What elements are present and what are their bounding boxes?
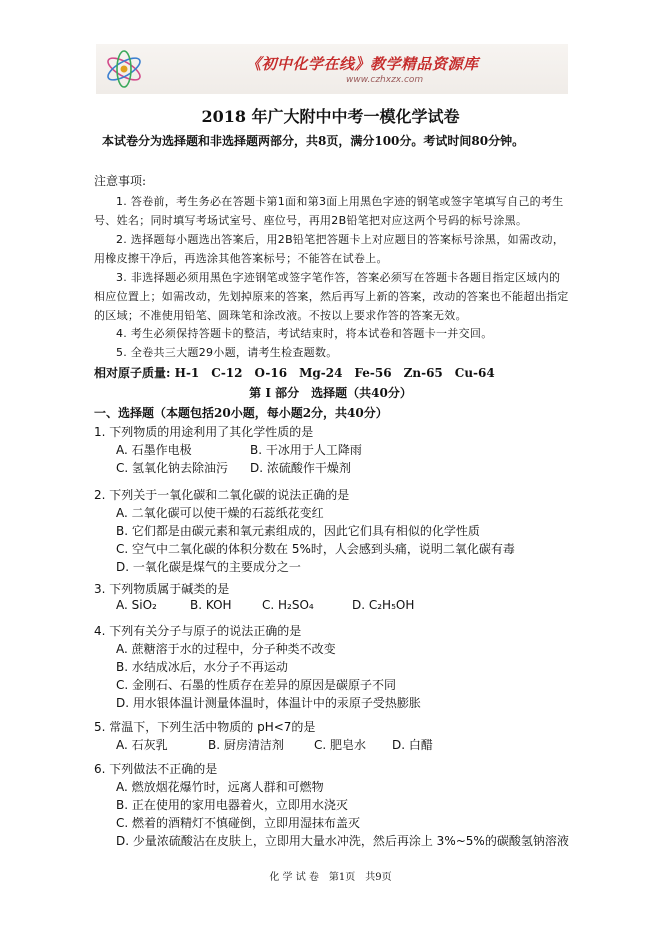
notice-item: 2. 选择题每小题选出答案后，用2B铅笔把答题卡上对应题目的答案标号涂黑，如需改动，用橡皮擦干净后，再选涂其他答案标号；不能答在试卷上。 xyxy=(94,233,565,265)
question-stem: 3. 下列物质属于碱类的是 xyxy=(94,582,230,596)
question-stem: 5. 常温下，下列生活中物质的 pH<7的是 xyxy=(94,720,316,734)
notice-item: 1. 答卷前，考生务必在答题卡第1面和第3面上用黑色字迹的钢笔或签字笔填写自己的考生号、姓名；同时填写考场试室号、座位号，再用2B铅笔把对应这两个号码的标号涂黑。 xyxy=(94,195,564,227)
banner-title: 《初中化学在线》教学精品资源库 xyxy=(246,55,479,73)
option: A. 二氧化碳可以使干燥的石蕊纸花变红 xyxy=(116,506,324,520)
exam-intro: 本试卷分为选择题和非选择题两部分，共8页，满分100分。考试时间80分钟。 xyxy=(102,134,525,148)
page-footer: 化 学 试 卷 第1页 共9页 xyxy=(269,872,392,883)
page-title: 2018 年广大附中中考一模化学试卷 xyxy=(201,107,460,126)
option: C. 肥皂水 xyxy=(314,738,367,752)
option: B. KOH xyxy=(190,598,232,612)
question-stem: 6. 下列做法不正确的是 xyxy=(94,762,218,776)
option: C. 金刚石、石墨的性质存在差异的原因是碳原子不同 xyxy=(116,678,397,692)
option: A. SiO₂ xyxy=(116,598,157,612)
option: B. 它们都是由碳元素和氧元素组成的，因此它们具有相似的化学性质 xyxy=(116,524,480,538)
banner-url: www.czhxzx.com xyxy=(346,75,424,85)
option: D. 用水银体温计测量体温时，体温计中的汞原子受热膨胀 xyxy=(116,696,421,710)
option: C. 燃着的酒精灯不慎碰倒，立即用湿抹布盖灭 xyxy=(116,816,361,830)
option: A. 石墨作电极 xyxy=(116,443,192,457)
option: B. 厨房清洁剂 xyxy=(208,738,284,752)
atom-logo-icon xyxy=(102,48,146,90)
option: A. 燃放烟花爆竹时，远离人群和可燃物 xyxy=(116,780,324,794)
option: A. 蔗糖溶于水的过程中，分子种类不改变 xyxy=(116,642,336,656)
option: D. 少量浓硫酸沾在皮肤上，立即用大量水冲洗，然后再涂上 3%~5%的碳酸氢钠溶液 xyxy=(116,834,569,848)
part-title: 第 I 部分 选择题（共40分） xyxy=(249,386,412,400)
option: B. 干冰用于人工降雨 xyxy=(250,443,362,457)
option: D. 白醋 xyxy=(392,738,433,752)
option: D. C₂H₅OH xyxy=(352,598,415,612)
header-banner xyxy=(96,44,568,94)
question-stem: 4. 下列有关分子与原子的说法正确的是 xyxy=(94,624,302,638)
question-stem: 2. 下列关于一氧化碳和二氧化碳的说法正确的是 xyxy=(94,488,350,502)
option: C. 氢氧化钠去除油污 xyxy=(116,461,229,475)
question-stem: 1. 下列物质的用途利用了其化学性质的是 xyxy=(94,425,314,439)
atomic-masses: 相对原子质量: H-1 C-12 O-16 Mg-24 Fe-56 Zn-65 Cu-64 xyxy=(94,366,495,380)
section-title: 一、选择题（本题包括20小题，每小题2分，共40分） xyxy=(94,406,388,420)
option: B. 水结成冰后，水分子不再运动 xyxy=(116,660,288,674)
option: C. H₂SO₄ xyxy=(262,598,314,612)
notice-item: 4. 考生必须保持答题卡的整洁，考试结束时，将本试卷和答题卡一并交回。 xyxy=(116,327,493,340)
option: C. 空气中二氧化碳的体积分数在 5%时，人会感到头痛，说明二氧化碳有毒 xyxy=(116,542,515,556)
option: A. 石灰乳 xyxy=(116,738,168,752)
option: D. 浓硫酸作干燥剂 xyxy=(250,461,351,475)
notice-item: 5. 全卷共三大题29小题，请考生检查题数。 xyxy=(116,346,338,359)
option: D. 一氧化碳是煤气的主要成分之一 xyxy=(116,560,301,574)
notice-heading: 注意事项: xyxy=(94,174,147,188)
notice-item: 3. 非选择题必须用黑色字迹钢笔或签字笔作答，答案必须写在答题卡各题目指定区域内的相应位置上；如需改动，先划掉原来的答案，然后再写上新的答案，改动的答案也不能超出指定的区域；不准使用铅笔、圆珠笔和涂改液。不按以上要求作答的答案无效。 xyxy=(94,271,569,322)
option: B. 正在使用的家用电器着火，立即用水浇灭 xyxy=(116,798,348,812)
